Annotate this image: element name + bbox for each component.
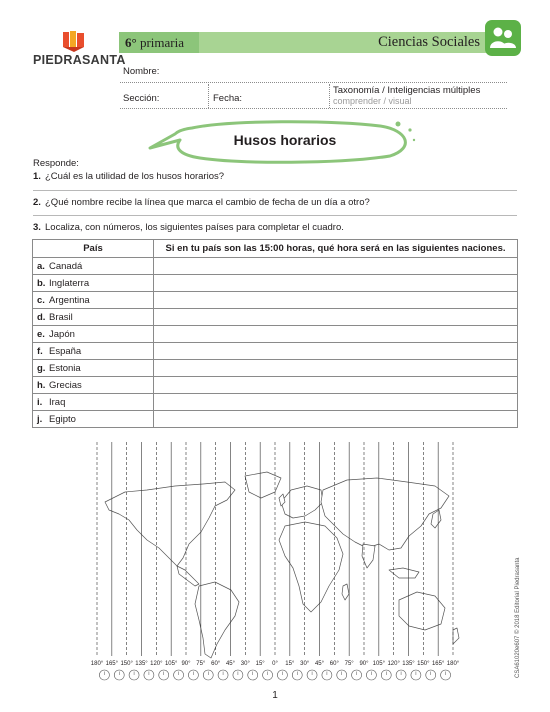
time-zone-meridians xyxy=(97,442,453,656)
question-text: Localiza, con números, los siguientes países para completar el cuadro. xyxy=(45,222,344,233)
people-icon xyxy=(490,26,516,50)
row-letter: i. xyxy=(37,396,43,408)
page-number: 1 xyxy=(272,690,278,701)
meridian-label: 165° xyxy=(431,661,445,667)
time-answer-cell[interactable] xyxy=(154,258,518,275)
question-number: 2. xyxy=(33,197,41,208)
meridian-label: 75° xyxy=(196,661,206,667)
table-row xyxy=(33,275,518,292)
country-name: Estonia xyxy=(49,362,81,374)
meridian-label: 90° xyxy=(181,661,191,667)
taxonomy-label: Taxonomía / Inteligencias múltiples xyxy=(333,85,481,96)
row-letter: a. xyxy=(37,260,45,272)
row-letter: h. xyxy=(37,379,46,391)
meridian-label: 15° xyxy=(285,661,295,667)
question-3 xyxy=(33,222,344,233)
country-cell xyxy=(33,258,154,275)
question-number: 1. xyxy=(33,171,41,182)
time-answer-cell[interactable] xyxy=(154,411,518,428)
meridian-label: 105° xyxy=(372,661,386,667)
subject-title: Ciencias Sociales xyxy=(378,34,480,50)
time-zone-map xyxy=(85,440,465,685)
country-name: España xyxy=(49,345,82,357)
name-field[interactable] xyxy=(120,82,507,83)
meridian-label: 135° xyxy=(135,661,148,667)
taxonomy-detail: comprender / visual xyxy=(333,96,412,106)
meridian-labels xyxy=(91,661,460,667)
time-answer-cell[interactable] xyxy=(154,275,518,292)
time-answer-cell[interactable] xyxy=(154,360,518,377)
answer-line-2[interactable] xyxy=(33,215,517,216)
clock-faces xyxy=(99,670,450,680)
section-label: Sección: xyxy=(123,93,160,104)
meridian-label: 150° xyxy=(417,661,430,667)
asia-outline xyxy=(321,478,449,550)
row-letter: f. xyxy=(37,345,43,357)
country-cell xyxy=(33,360,154,377)
meridian-label: 45° xyxy=(314,661,325,667)
meridian-label: 135° xyxy=(402,661,415,667)
country-cell xyxy=(33,309,154,326)
time-answer-cell[interactable] xyxy=(154,377,518,394)
central-america-outline xyxy=(177,566,199,586)
table-row xyxy=(33,326,518,343)
japan-outline xyxy=(431,510,441,528)
south-america-outline xyxy=(195,582,239,658)
country-name: Iraq xyxy=(49,396,66,408)
world-map xyxy=(85,440,465,685)
question-text: ¿Cuál es la utilidad de los husos horarios? xyxy=(45,171,225,182)
grade-word: primaria xyxy=(139,35,184,50)
meridian-label: 180° xyxy=(446,661,460,667)
name-label: Nombre: xyxy=(123,66,160,77)
time-answer-cell[interactable] xyxy=(154,343,518,360)
country-name: Grecias xyxy=(49,379,82,391)
table-row xyxy=(33,394,518,411)
table-row xyxy=(33,343,518,360)
continents xyxy=(105,472,459,658)
meridian-label: 180° xyxy=(90,661,104,667)
table-header-row xyxy=(33,240,518,258)
meridian-label: 30° xyxy=(240,661,250,667)
country-cell xyxy=(33,394,154,411)
book-logo-icon xyxy=(62,30,86,54)
row-letter: d. xyxy=(37,311,46,323)
question-text: ¿Qué nombre recibe la línea que marca el cambio de fecha de un día a otro? xyxy=(45,197,370,208)
country-cell xyxy=(33,275,154,292)
country-cell xyxy=(33,377,154,394)
time-answer-cell[interactable] xyxy=(154,394,518,411)
meridian-label: 0° xyxy=(272,661,278,667)
meridian-label: 60° xyxy=(211,661,221,667)
time-answer-cell[interactable] xyxy=(154,326,518,343)
question-number: 3. xyxy=(33,222,41,233)
grade-number: 6° xyxy=(125,35,137,50)
europe-outline xyxy=(281,486,323,518)
countries-table xyxy=(32,239,518,428)
meridian-label: 75° xyxy=(344,661,354,667)
meridian-label: 45° xyxy=(225,661,236,667)
country-name: Japón xyxy=(49,328,75,340)
meridian-label: 60° xyxy=(329,661,339,667)
madagascar-outline xyxy=(342,584,349,600)
time-answer-cell[interactable] xyxy=(154,292,518,309)
country-cell xyxy=(33,326,154,343)
question-1 xyxy=(33,171,224,182)
table-row xyxy=(33,360,518,377)
row-letter: e. xyxy=(37,328,45,340)
row-letter: c. xyxy=(37,294,45,306)
meridian-label: 90° xyxy=(359,661,369,667)
meridian-label: 30° xyxy=(300,661,310,667)
new-zealand-outline xyxy=(453,628,459,644)
subject-badge xyxy=(485,20,521,56)
field-underline xyxy=(120,108,507,109)
meridian-label: 120° xyxy=(150,661,163,667)
greenland-outline xyxy=(245,472,281,498)
row-letter: g. xyxy=(37,362,46,374)
copyright-note: CSA61020e607 © 2018 Editorial Piedrasanta xyxy=(515,557,521,678)
africa-outline xyxy=(279,522,343,612)
table-row xyxy=(33,309,518,326)
field-divider xyxy=(208,84,209,108)
date-label: Fecha: xyxy=(213,93,243,104)
grade-label xyxy=(119,32,199,53)
meridian-label: 15° xyxy=(255,661,265,667)
meridian-label: 120° xyxy=(387,661,400,667)
country-name: Brasil xyxy=(49,311,73,323)
header-time: Si en tu país son las 15:00 horas, qué hora será en las siguientes naciones. xyxy=(154,240,518,258)
worksheet-title: Husos horarios xyxy=(233,132,337,148)
country-name: Inglaterra xyxy=(49,277,90,289)
instruction-text: Responde: xyxy=(33,158,79,169)
meridian-label: 165° xyxy=(105,661,119,667)
country-cell xyxy=(33,411,154,428)
country-cell xyxy=(33,343,154,360)
table-row xyxy=(33,377,518,394)
question-2 xyxy=(33,197,370,208)
header-country: País xyxy=(33,240,154,258)
meridian-label: 105° xyxy=(164,661,178,667)
time-answer-cell[interactable] xyxy=(154,309,518,326)
country-cell xyxy=(33,292,154,309)
answer-line-1[interactable] xyxy=(33,190,517,191)
publisher-name: PIEDRASANTA xyxy=(33,53,126,67)
table-row xyxy=(33,292,518,309)
table-row xyxy=(33,411,518,428)
field-divider xyxy=(329,84,330,108)
meridian-label: 150° xyxy=(120,661,133,667)
country-name: Argentina xyxy=(49,294,90,306)
publisher-logo xyxy=(33,26,126,70)
country-name: Canadá xyxy=(49,260,83,272)
table-row xyxy=(33,258,518,275)
country-name: Egipto xyxy=(49,413,76,425)
row-letter: b. xyxy=(37,277,46,289)
row-letter: j. xyxy=(37,413,43,425)
